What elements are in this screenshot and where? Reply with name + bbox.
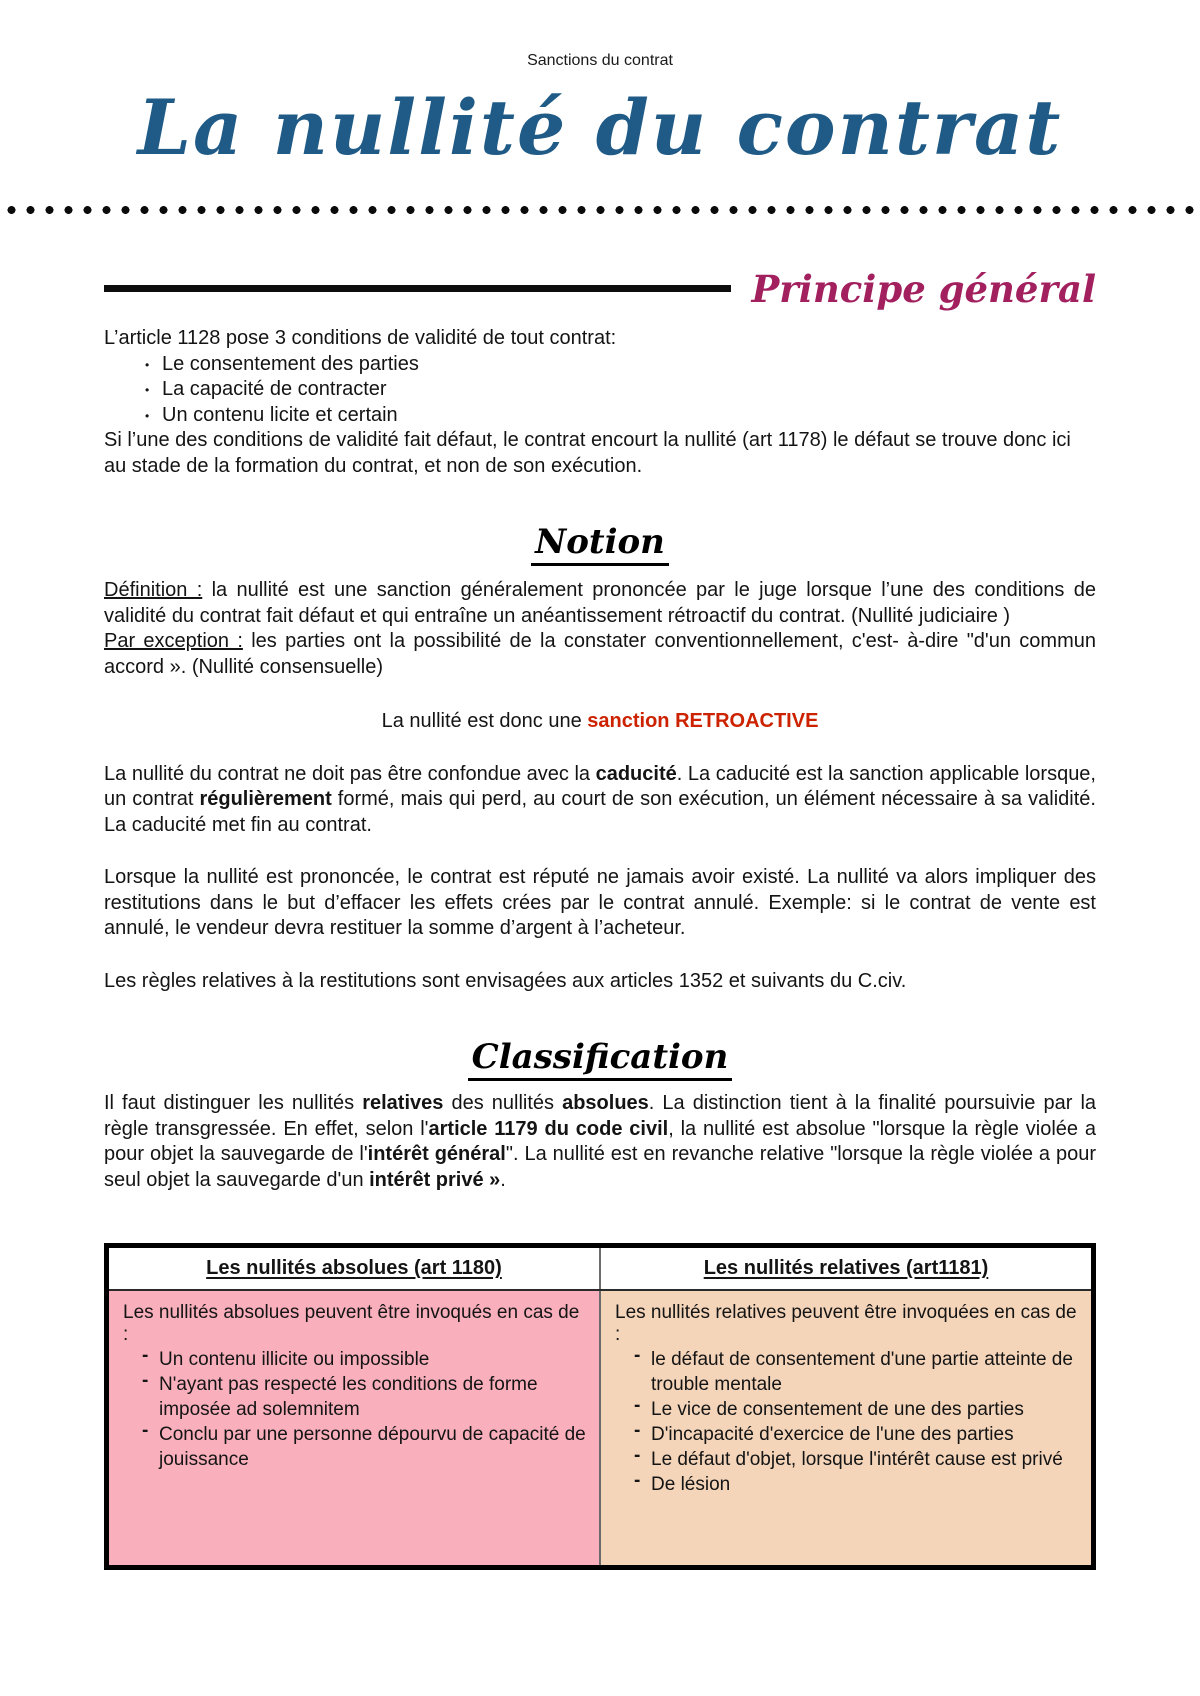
list-item: - Le vice de consentement de une des parties	[651, 1397, 1079, 1422]
absolute-nullities-list	[123, 1347, 587, 1472]
caducite-paragraph: La nullité du contrat ne doit pas être confondue avec la caducité. La caducité est la sanction applicable lorsque, un contrat régulièrement formé, mais qui perd, au court de son exécution, un élément nécessaire à sa validité. La caducité met fin au contrat.	[104, 762, 1096, 836]
effects-paragraph: Lorsque la nullité est prononcée, le contrat est réputé ne jamais avoir existé. La nullité va alors impliquer des restitutions dans le but d’effacer les effets crées par le contrat annulé. Exemple: si le contrat de vente est annulé, le vendeur devra restituer la somme d’argent à l’acheteur.	[104, 866, 1096, 940]
table-body-row	[107, 1290, 1094, 1567]
relative-nullities-header: Les nullités relatives (art1181)	[600, 1246, 1094, 1291]
principe-heading: Principe général	[751, 266, 1096, 311]
absolute-nullities-cell	[107, 1290, 601, 1567]
conditions-consequence: Si l’une des conditions de validité fait défaut, le contrat encourt la nullité (art 1178) le défaut se trouve donc ici au stade de la formation du contrat, et non de son exécution.	[104, 429, 1071, 477]
list-item: • Un contenu licite et certain	[162, 403, 1096, 429]
dotted-separator	[0, 206, 1200, 214]
list-item: - Le défaut d'objet, lorsque l'intérêt cause est privé	[651, 1447, 1079, 1472]
table-header-row	[107, 1246, 1094, 1291]
validity-conditions-list	[104, 352, 1096, 429]
conditions-intro: L’article 1128 pose 3 conditions de validité de tout contrat:	[104, 327, 617, 350]
list-item: • Le consentement des parties	[162, 352, 1096, 378]
principe-section-header	[104, 268, 1096, 311]
list-item: - Conclu par une personne dépourvu de capacité de jouissance	[159, 1422, 587, 1472]
notion-heading-wrap	[104, 523, 1096, 566]
classification-heading-wrap	[104, 1038, 1096, 1081]
definition-paragraph: Définition : la nullité est une sanction généralement prononcée par le juge lorsque l’une des conditions de validité du contrat fait défaut et qui entraîne un anéantissement rétroactif du contrat. (Nullité judiciaire )	[104, 579, 1096, 627]
horizontal-rule	[104, 285, 731, 292]
list-item: - le défaut de consentement d'une partie atteinte de trouble mentale	[651, 1347, 1079, 1397]
list-item: - Un contenu illicite ou impossible	[159, 1347, 587, 1372]
relative-nullities-cell	[600, 1290, 1094, 1567]
list-item: - D'incapacité d'exercice de l'une des parties	[651, 1422, 1079, 1447]
relative-nullities-list	[615, 1347, 1079, 1497]
list-item: • La capacité de contracter	[162, 377, 1096, 403]
nullities-comparison-table	[104, 1243, 1096, 1570]
list-item: - De lésion	[651, 1472, 1079, 1497]
classification-heading: Classification	[468, 1038, 733, 1081]
cell-intro: Les nullités relatives peuvent être invoquées en cas de :	[615, 1302, 1077, 1346]
page-title: La nullité du contrat	[137, 83, 1063, 172]
exception-paragraph: Par exception : les parties ont la possibilité de la constater conventionnellement, c'est- à-dire "d'un commun accord ». (Nullité consensuelle)	[104, 630, 1096, 678]
classification-paragraph: Il faut distinguer les nullités relatives des nullités absolues. La distinction tient à la finalité poursuivie par la règle transgressée. En effet, selon l'article 1179 du code civil, la nullité est absolue "lorsque la règle violée a pour objet la sauvegarde de l'intérêt général". La nullité est en revanche relative "lorsque la règle violée a pour seul objet la sauvegarde d'un intérêt privé ».	[104, 1092, 1097, 1191]
cell-intro: Les nullités absolues peuvent être invoqués en cas de :	[123, 1302, 580, 1346]
absolute-nullities-header: Les nullités absolues (art 1180)	[107, 1246, 601, 1291]
restitution-rules-paragraph: Les règles relatives à la restitutions sont envisagées aux articles 1352 et suivants du C.civ.	[104, 969, 907, 992]
doc-header-text: Sanctions du contrat	[527, 52, 673, 69]
retroactive-statement: La nullité est donc une sanction RETROACTIVE	[381, 710, 819, 733]
content-area	[0, 268, 1200, 1570]
notion-heading: Notion	[531, 523, 669, 566]
list-item: - N'ayant pas respecté les conditions de forme imposée ad solemnitem	[159, 1372, 587, 1422]
